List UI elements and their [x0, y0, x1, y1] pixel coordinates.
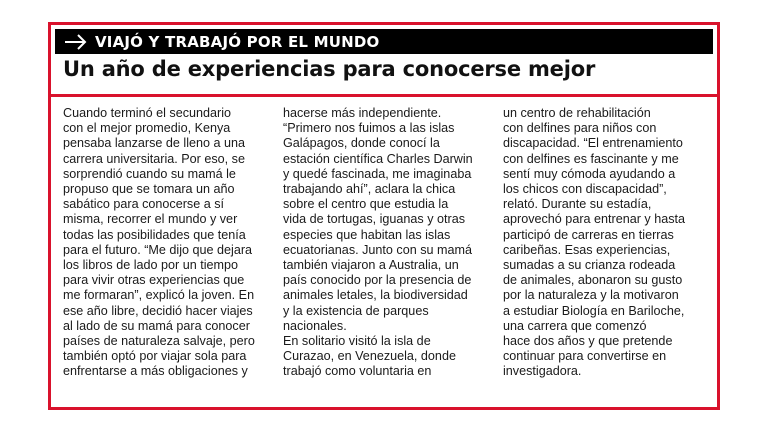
arrow-right-icon: [63, 32, 89, 52]
kicker-label: VIAJÓ Y TRABAJÓ POR EL MUNDO: [95, 32, 380, 51]
body-column-1: Cuando terminó el secundario con el mejor promedio, Kenya pensaba lanzarse de lleno a una carrera universitaria. Por eso, se sorprendió cuando su mamá le propuso que se tomara un año sabático para conocerse a sí misma, recorrer el mundo y ver todas las posibilidades que tenía para el futuro. “Me dijo que dejara los libros de lado por un tiempo para vivir otras experiencias que me formaran”, explicó la joven. En ese año libre, decidió hacer viajes al lado de su mamá para conocer países de naturaleza salvaje, pero también optó por viajar sola para enfrentarse a más obligaciones y: [63, 106, 255, 379]
title-divider: [51, 94, 717, 97]
article-frame: [48, 22, 720, 410]
body-column-2: hacerse más independiente. “Primero nos fuimos a las islas Galápagos, donde conocí la estación científica Charles Darwin y quedé fascinada, me imaginaba trabajando ahí”, aclara la chica sobre el centro que estudia la vida de tortugas, iguanas y otras especies que habitan las islas ecuatorianas. Junto con su mamá también viajaron a Australia, un país conocido por la presencia de animales letales, la biodiversidad y la existencia de parques nacionales. En solitario visitó la isla de Curazao, en Venezuela, donde trabajó como voluntaria en: [283, 106, 473, 379]
body-column-3: un centro de rehabilitación con delfines para niños con discapacidad. “El entrenamiento con delfines es fascinante y me sentí muy cómoda ayudando a los chicos con discapacidad”, relató. Durante su estadía, aprovechó para entrenar y hasta participó de carreras en tierras caribeñas. Esas experiencias, sumadas a su crianza rodeada de animales, abonaron su gusto por la naturaleza y la motivaron a estudiar Biología en Bariloche, una carrera que comenzó hace dos años y que pretende continuar para convertirse en investigadora.: [503, 106, 686, 379]
kicker-bar: [55, 29, 713, 54]
article-title: Un año de experiencias para conocerse mejor: [63, 57, 596, 81]
article-body: [63, 106, 711, 403]
